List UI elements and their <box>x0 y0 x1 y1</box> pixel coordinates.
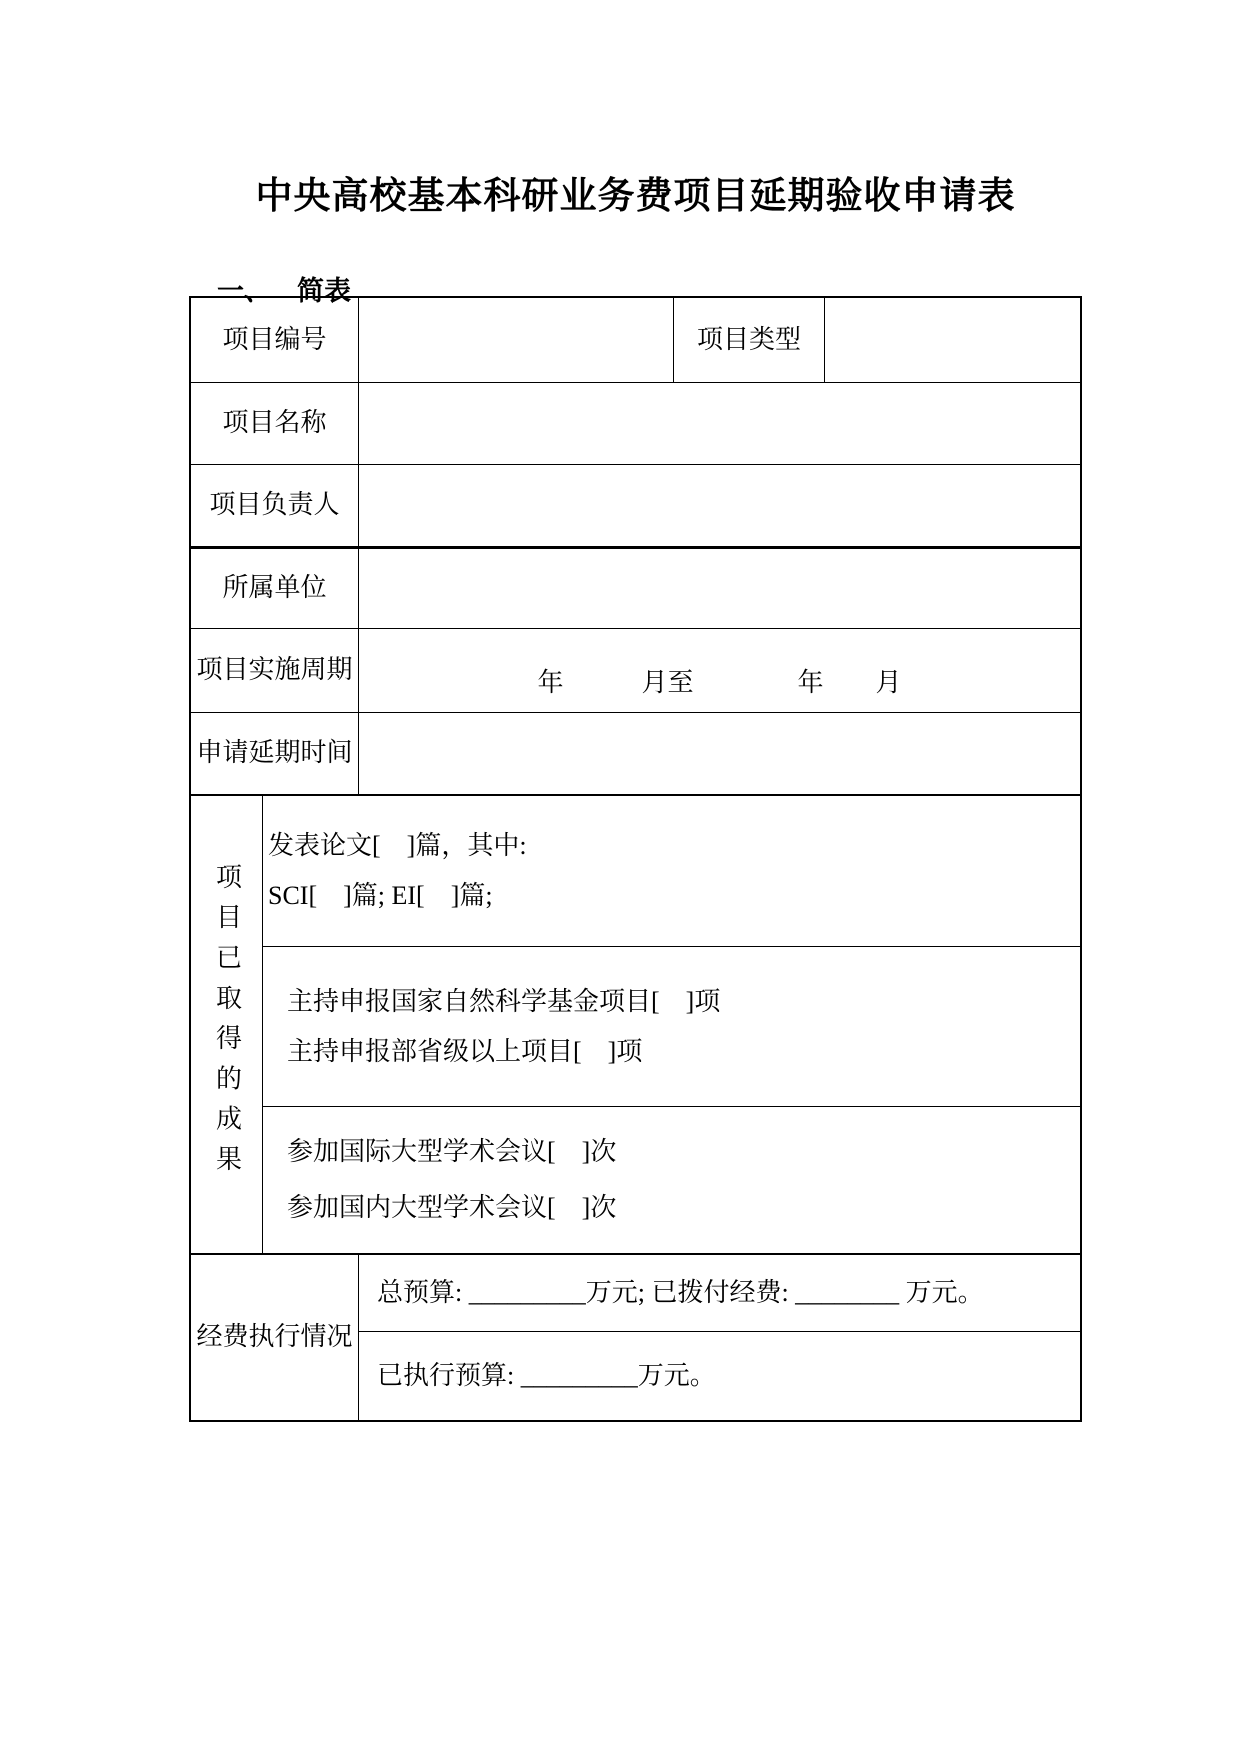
label-project-number: 项目编号 <box>191 298 359 382</box>
label-achievements <box>191 796 263 1253</box>
papers-line-1: 发表论文[ ]篇，其中: <box>268 831 527 860</box>
row-extension-time <box>191 713 1080 796</box>
row-affiliated-unit <box>191 549 1080 629</box>
row-funding <box>191 1255 1080 1420</box>
subrow-executed-budget <box>359 1332 1080 1420</box>
row-achievements <box>191 796 1080 1255</box>
field-project-type[interactable] <box>825 298 1080 382</box>
field-extension-time[interactable] <box>359 713 1080 794</box>
subrow-papers <box>263 796 1080 947</box>
funding-subrows <box>359 1255 1080 1420</box>
field-affiliated-unit[interactable] <box>359 549 1080 628</box>
label-project-leader: 项目负责人 <box>191 465 359 546</box>
executed-budget-line: 已执行预算: _________万元。 <box>377 1361 716 1390</box>
row-project-leader <box>191 465 1080 549</box>
label-extension-time: 申请延期时间 <box>191 713 359 794</box>
conferences-line-2: 参加国内大型学术会议[ ]次 <box>287 1193 617 1222</box>
label-funding: 经费执行情况 <box>191 1255 359 1420</box>
label-project-name: 项目名称 <box>191 383 359 464</box>
subrow-projects <box>263 947 1080 1107</box>
conferences-line-1: 参加国际大型学术会议[ ]次 <box>287 1137 617 1166</box>
section-title: 简表 <box>297 276 352 306</box>
projects-line-2: 主持申报部省级以上项目[ ]项 <box>287 1036 643 1066</box>
row-project-name <box>191 383 1080 465</box>
section-number: 一、 <box>217 276 272 306</box>
label-implementation-period: 项目实施周期 <box>191 629 359 712</box>
label-achievements-text: 项目已取得的成果 <box>212 863 242 1186</box>
label-project-type: 项目类型 <box>674 298 825 382</box>
achievements-subrows <box>263 796 1080 1253</box>
projects-line-1: 主持申报国家自然科学基金项目[ ]项 <box>287 986 721 1016</box>
summary-table <box>189 296 1082 1422</box>
subrow-conferences <box>263 1107 1080 1253</box>
row-implementation-period <box>191 629 1080 713</box>
papers-line-2: SCI[ ]篇; EI[ ]篇; <box>268 881 493 910</box>
document-title: 中央高校基本科研业务费项目延期验收申请表 <box>255 175 1016 216</box>
subrow-budget <box>359 1255 1080 1332</box>
field-project-leader[interactable] <box>359 465 1080 546</box>
field-implementation-period[interactable]: 年 月至 年 月 <box>537 668 902 697</box>
label-affiliated-unit: 所属单位 <box>191 549 359 628</box>
budget-line: 总预算: _________万元; 已拨付经费: ________ 万元。 <box>377 1278 984 1307</box>
field-project-number[interactable] <box>359 298 674 382</box>
field-project-name[interactable] <box>359 383 1080 464</box>
row-project-number <box>191 298 1080 383</box>
